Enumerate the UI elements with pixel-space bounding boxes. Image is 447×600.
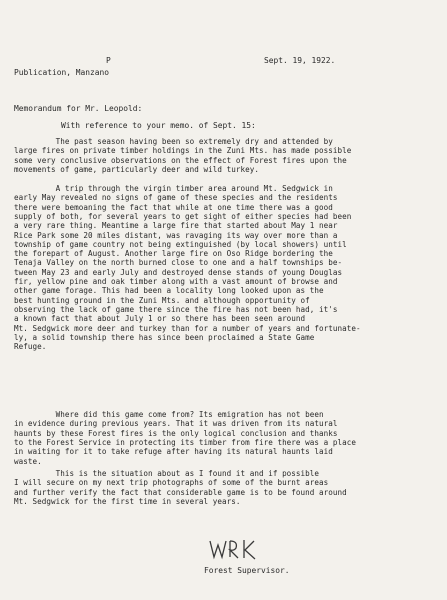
text-line: Tenaja Valley on the north burned close to one and a half townships be- — [14, 258, 343, 268]
text-line: tween May 23 and early July and destroyed dense stands of young Douglas — [14, 267, 343, 277]
text-line: Mt. Sedgwick more deer and turkey than for a number of years and fortunate- — [14, 323, 361, 333]
text-line: movements of game, particularly deer and wild turkey. — [14, 164, 259, 174]
signature-title: Forest Supervisor. — [204, 566, 290, 575]
text-line: and further verify the fact that considerable game is to be found around — [14, 487, 347, 497]
handwritten-signature — [208, 537, 268, 563]
text-line: in waiting for it to take refuge after having its natural haunts laid — [14, 447, 333, 457]
text-line: some very conclusive observations on the effect of Forest fires upon the — [14, 155, 347, 165]
text-line: a very rare thing. Meantime a large fire that started about May 1 near — [14, 221, 338, 231]
text-line: the forepart of August. Another large fire on Oso Ridge bordering the — [14, 249, 333, 259]
memo-reference: With reference to your memo. of Sept. 15: — [61, 121, 256, 130]
text-line: to the Forest Service in protecting its timber from fire there was a place — [14, 437, 357, 447]
text-line: haunts by these Forest fires is the only logical conclusion and thanks — [14, 428, 338, 438]
text-line: I will secure on my next trip photographs of some of the burnt areas — [14, 478, 329, 488]
text-line: township of game country not being extinguished (by local showers) until — [14, 239, 347, 249]
memo-date: Sept. 19, 1922. — [264, 56, 336, 65]
text-line: waste. — [14, 456, 42, 466]
text-line: Mt. Sedgwick for the first time in several years. — [14, 496, 241, 506]
text-line: early May revealed no signs of game of these species and the residents — [14, 193, 338, 203]
text-line: supply of both, for several years to get sight of either species had been — [14, 211, 352, 221]
text-line: A trip through the virgin timber area around Mt. Sedgwick in — [14, 184, 333, 193]
text-line: observing the lack of game there since the fire has not been had, it's — [14, 304, 338, 314]
text-line: large fires on private timber holdings in the Zuni Mts. has made possible — [14, 146, 352, 156]
text-line: best hunting ground in the Zuni Mts. and although opportunity of — [14, 295, 310, 305]
text-line: The past season having been so extremely dry and attended by — [14, 137, 333, 146]
text-line: Where did this game come from? Its emigration has not been — [14, 410, 324, 419]
text-line: This is the situation about as I found it and if possible — [14, 469, 320, 478]
text-line: Refuge. — [14, 342, 47, 352]
text-line: Rice Park some 20 miles distant, was ravaging its way over more than a — [14, 230, 338, 240]
memo-addressee: Memorandum for Mr. Leopold: — [14, 104, 143, 113]
text-line: there were bemoaning the fact that while at one time there was a good — [14, 202, 333, 212]
text-line: ly, a solid township there has since been proclaimed a State Game — [14, 332, 315, 342]
file-code: P — [106, 56, 111, 65]
text-line: other game forage. This had been a locality long looked upon as the — [14, 286, 324, 296]
text-line: fir, yellow pine and oak timber along with a vast amount of browse and — [14, 277, 338, 286]
text-line: in evidence during previous years. That it was driven from its natural — [14, 419, 338, 429]
routing-line: Publication, Manzano — [14, 68, 110, 77]
text-line: a known fact that about July 1 or so there has been seen around — [14, 314, 306, 324]
